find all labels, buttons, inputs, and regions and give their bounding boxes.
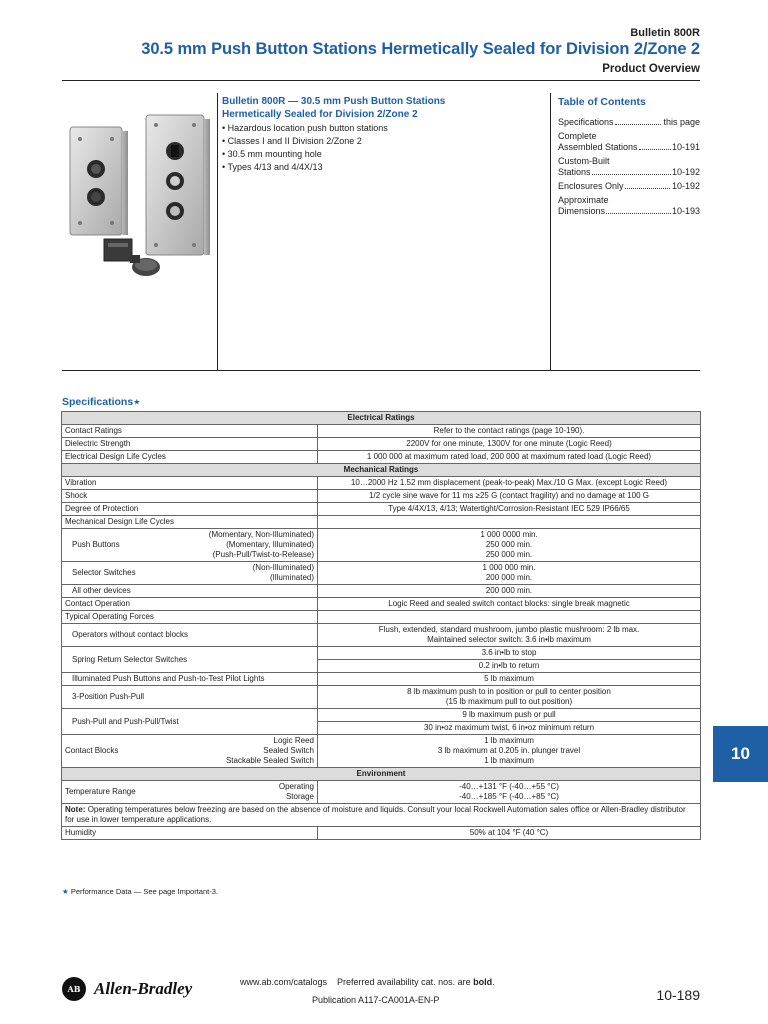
overview-section (62, 93, 700, 371)
row-label: Mechanical Design Life Cycles (62, 516, 318, 529)
product-photo (64, 109, 214, 299)
row-sublabel: Operating (278, 782, 314, 791)
row-value (318, 516, 701, 529)
table-of-contents (558, 96, 700, 220)
header-rule (62, 80, 700, 81)
row-value-line: -40…+185 °F (-40…+85 °C) (459, 792, 559, 801)
table-row (62, 827, 701, 840)
row-value (318, 735, 701, 768)
row-label (62, 709, 318, 735)
row-value-line: 1 000 0000 min. (480, 530, 538, 539)
table-row (62, 624, 701, 647)
note-label: Note: (65, 805, 86, 814)
toc-title: Table of Contents (558, 96, 646, 108)
star-icon: ★ (62, 887, 69, 896)
row-label-text: Push Buttons (72, 540, 120, 549)
logo-text: Allen-Bradley (94, 979, 193, 998)
toc-item-custom-stations[interactable] (558, 156, 700, 178)
allen-bradley-logo (62, 977, 192, 1001)
toc-item-enclosures[interactable] (558, 181, 700, 192)
row-label-text: Spring Return Selector Switches (72, 654, 188, 664)
page-subtitle: Product Overview (602, 63, 700, 75)
row-value: 1/2 cycle sine wave for 11 ms ≥25 G (contact fragility) and no damage at 100 G (318, 490, 701, 503)
toc-leader (615, 124, 662, 125)
row-value-line: -40…+131 °F (-40…+55 °C) (459, 782, 559, 791)
row-label: Humidity (62, 827, 318, 840)
row-value: 9 lb maximum push or pull (318, 709, 701, 722)
ab-logo-icon: AB (62, 977, 86, 1001)
row-label: Vibration (62, 477, 318, 490)
section-tab[interactable]: 10 (713, 726, 768, 782)
table-row (62, 438, 701, 451)
table-section-row (62, 412, 701, 425)
row-label: Degree of Protection (62, 503, 318, 516)
temperature-note (62, 804, 701, 827)
row-label (62, 585, 318, 598)
toc-item-complete-stations[interactable] (558, 131, 700, 153)
bulletin-label: Bulletin 800R (630, 27, 700, 39)
row-value: 10…2000 Hz 1.52 mm displacement (peak-to-peak) Max./10 G Max. (except Logic Reed) (318, 477, 701, 490)
table-row (62, 673, 701, 686)
row-label: Electrical Design Life Cycles (62, 451, 318, 464)
section-header: Electrical Ratings (62, 412, 701, 425)
toc-item-dimensions[interactable] (558, 195, 700, 217)
feature-item: • 30.5 mm mounting hole (222, 148, 542, 161)
table-row (62, 503, 701, 516)
row-value: 30 in•oz maximum twist, 6 in•oz minimum return (318, 722, 701, 735)
row-sublabel: (Momentary, Illuminated) (226, 540, 314, 549)
row-label-text: Illuminated Push Buttons and Push-to-Test Pilot Lights (72, 674, 265, 683)
table-row (62, 425, 701, 438)
row-label (62, 624, 318, 647)
row-label: Typical Operating Forces (62, 611, 318, 624)
description-title-line: Bulletin 800R — 30.5 mm Push Button Stations (222, 96, 446, 107)
feature-item: • Classes I and II Division 2/Zone 2 (222, 135, 542, 148)
footer-period: . (492, 977, 495, 987)
table-row (62, 735, 701, 768)
footnote (62, 887, 218, 896)
toc-label: Approximate (558, 195, 609, 205)
table-section-row (62, 768, 701, 781)
row-value: Logic Reed and sealed switch contact blocks: single break magnetic (318, 598, 701, 611)
toc-item-specifications[interactable] (558, 117, 700, 128)
row-value (318, 686, 701, 709)
row-label: Contact Operation (62, 598, 318, 611)
row-value: 2200V for one minute, 1300V for one minute (Logic Reed) (318, 438, 701, 451)
row-value: 0.2 in•lb to return (318, 660, 701, 673)
row-value-line: 1 lb maximum (484, 736, 534, 745)
toc-page: 10-191 (671, 142, 700, 152)
specifications-heading (62, 396, 140, 408)
row-value-line: 200 000 min. (485, 573, 533, 582)
toc-leader (625, 188, 670, 189)
table-row (62, 562, 701, 585)
feature-item: • Hazardous location push button stations (222, 122, 542, 135)
row-label-text: Temperature Range (65, 787, 136, 796)
row-label (62, 562, 318, 585)
row-value: 3.6 in•lb to stop (318, 647, 701, 660)
table-row (62, 529, 701, 562)
table-row (62, 709, 701, 722)
row-value (318, 624, 701, 647)
table-row (62, 477, 701, 490)
row-label: Contact Ratings (62, 425, 318, 438)
row-sublabel: (Momentary, Non-Illuminated) (208, 530, 314, 539)
footer-bold-text: bold (473, 977, 493, 987)
feature-item: • Types 4/13 and 4/4X/13 (222, 161, 542, 174)
section-header: Environment (62, 768, 701, 781)
row-label-text: Operators without contact blocks (72, 630, 189, 639)
row-label (62, 529, 318, 562)
table-row (62, 611, 701, 624)
toc-leader (606, 213, 671, 214)
row-label-text: Contact Blocks (65, 746, 119, 755)
note-text: Operating temperatures below freezing are based on the absence of moisture and liquids. Consult your local Rockwell Automation sales office or Allen-Bradley distributor for use in lower temperature applications. (65, 805, 686, 824)
row-label-text: Push-Pull and Push-Pull/Twist (72, 716, 179, 726)
row-value-line: (15 lb maximum pull to out position) (445, 697, 573, 706)
row-value: 50% at 104 °F (40 °C) (318, 827, 701, 840)
row-label (62, 781, 318, 804)
toc-label: Custom-Built (558, 156, 610, 166)
row-value: 1 000 000 at maximum rated load, 200 000 at maximum rated load (Logic Reed) (318, 451, 701, 464)
row-value-line: 1 000 000 min. (482, 563, 536, 572)
row-sublabel: Logic Reed (273, 736, 314, 745)
description-column (222, 95, 542, 174)
row-value-line: 250 000 min. (485, 550, 533, 559)
row-value (318, 529, 701, 562)
row-label-text: 3-Position Push-Pull (72, 692, 145, 701)
row-value-line: Maintained selector switch: 3.6 in•lb maximum (427, 635, 591, 644)
description-title (222, 95, 542, 121)
toc-label: Enclosures Only (558, 181, 624, 191)
row-label-text: All other devices (72, 586, 131, 595)
toc-page: this page (663, 117, 700, 127)
row-label (62, 673, 318, 686)
specifications-heading-text: Specifications (62, 396, 134, 408)
row-label: Dielectric Strength (62, 438, 318, 451)
table-row (62, 781, 701, 804)
row-value (318, 562, 701, 585)
row-value: Type 4/4X/13, 4/13; Watertight/Corrosion-Resistant IEC 529 IP66/65 (318, 503, 701, 516)
row-sublabel: Storage (285, 792, 314, 801)
row-label (62, 647, 318, 673)
toc-page: 10-192 (671, 167, 700, 177)
toc-page: 10-193 (671, 206, 700, 216)
star-icon: ★ (133, 397, 141, 407)
row-sublabel: (Non-Illuminated) (252, 563, 314, 572)
row-label-text: Selector Switches (72, 568, 136, 577)
row-value-line: 250 000 min. (485, 540, 533, 549)
toc-label: Stations (558, 167, 591, 177)
toc-leader (592, 174, 671, 175)
row-value-line: 8 lb maximum push to in position or pull to center position (407, 687, 611, 696)
row-value (318, 611, 701, 624)
row-value-line: 1 lb maximum (484, 756, 534, 765)
row-value: 200 000 min. (318, 585, 701, 598)
table-row (62, 585, 701, 598)
table-note-row (62, 804, 701, 827)
toc-leader (639, 149, 671, 150)
row-sublabel: (Push-Pull/Twist-to-Release) (212, 550, 314, 559)
table-row (62, 490, 701, 503)
row-value-line: 3 lb maximum at 0.205 in. plunger travel (437, 746, 581, 755)
toc-label: Specifications (558, 117, 614, 127)
toc-label: Dimensions (558, 206, 606, 216)
row-label (62, 735, 318, 768)
row-value: 5 lb maximum (318, 673, 701, 686)
table-section-row (62, 464, 701, 477)
toc-label: Complete (558, 131, 597, 141)
row-value: Refer to the contact ratings (page 10-190). (318, 425, 701, 438)
row-sublabel: (Illuminated) (269, 573, 314, 582)
publication-number: Publication A117-CA001A-EN-P (312, 995, 440, 1005)
row-sublabel: Sealed Switch (263, 746, 314, 755)
page-number: 10-189 (656, 987, 700, 1003)
page-title: 30.5 mm Push Button Stations Hermetically Sealed for Division 2/Zone 2 (141, 40, 700, 58)
footer-links (240, 977, 495, 987)
row-value (318, 781, 701, 804)
section-header: Mechanical Ratings (62, 464, 701, 477)
column-divider (217, 93, 218, 370)
row-label: Shock (62, 490, 318, 503)
row-label (62, 686, 318, 709)
table-row (62, 647, 701, 660)
table-row (62, 598, 701, 611)
feature-list (222, 122, 542, 174)
column-divider (550, 93, 551, 370)
table-row (62, 516, 701, 529)
toc-page: 10-192 (671, 181, 700, 191)
table-row (62, 686, 701, 709)
specifications-table (61, 411, 701, 840)
table-row (62, 451, 701, 464)
footnote-text: Performance Data — See page Important-3. (70, 887, 218, 896)
row-sublabel: Stackable Sealed Switch (225, 756, 314, 765)
row-value-line: Flush, extended, standard mushroom, jumbo plastic mushroom: 2 lb max. (378, 625, 640, 634)
footer-link-text[interactable]: www.ab.com/catalogs Preferred availability cat. nos. are (240, 977, 474, 987)
toc-label: Assembled Stations (558, 142, 638, 152)
description-title-line: Hermetically Sealed for Division 2/Zone 2 (222, 109, 418, 120)
